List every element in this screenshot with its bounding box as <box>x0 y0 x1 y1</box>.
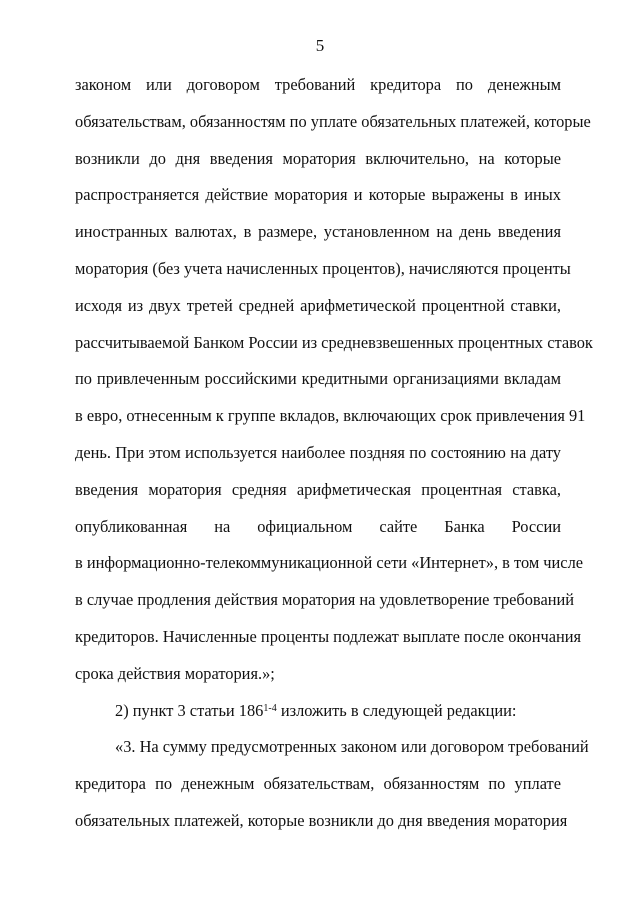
text-line: день. При этом используется наиболее поздняя по состоянию на дату <box>75 442 561 462</box>
list-item-text-tail: изложить в следующей редакции: <box>276 700 517 720</box>
document-body <box>75 67 593 840</box>
text-line: обязательствам, обязанностям по уплате обязательных платежей, которые <box>75 111 591 131</box>
text-line: в евро, отнесенным к группе вкладов, включающих срок привлечения 91 <box>75 406 586 426</box>
text-line: опубликованная на официальном сайте Банка России <box>75 516 561 536</box>
page-number: 5 <box>315 36 325 55</box>
text-line: «3. На сумму предусмотренных законом или договором требований <box>115 737 589 757</box>
text-line: в случае продления действия моратория на удовлетворение требований <box>75 590 575 610</box>
text-line: в информационно-телекоммуникационной сети «Интернет», в том числе <box>75 553 584 573</box>
text-line: обязательных платежей, которые возникли до дня введения моратория <box>75 810 568 830</box>
text-line: законом или договором требований кредитора по денежным <box>75 75 561 94</box>
text-line: рассчитываемой Банком России из средневзвешенных процентных ставок <box>75 332 593 352</box>
text-line: исходя из двух третей средней арифметической процентной ставки, <box>75 295 561 315</box>
text-line: по привлеченным российскими кредитными организациями вкладам <box>75 369 561 389</box>
text-line: кредиторов. Начисленные проценты подлежат выплате после окончания <box>75 626 582 646</box>
text-line: моратория (без учета начисленных процентов), начисляются проценты <box>75 258 571 278</box>
text-line: кредитора по денежным обязательствам, обязанностям по уплате <box>75 774 561 794</box>
text-line: срока действия моратория.»; <box>75 663 275 683</box>
text-line: распространяется действие моратория и которые выражены в иных <box>75 185 561 205</box>
text-line: возникли до дня введения моратория включительно, на которые <box>75 148 561 168</box>
list-item-text: 2) пункт 3 статьи 186 <box>115 700 264 720</box>
article-superscript: 1-4 <box>263 702 277 714</box>
list-item-heading <box>75 693 561 730</box>
text-line: введения моратория средняя арифметическая процентная ставка, <box>75 479 561 499</box>
text-line: иностранных валютах, в размере, установленном на день введения <box>75 222 561 242</box>
